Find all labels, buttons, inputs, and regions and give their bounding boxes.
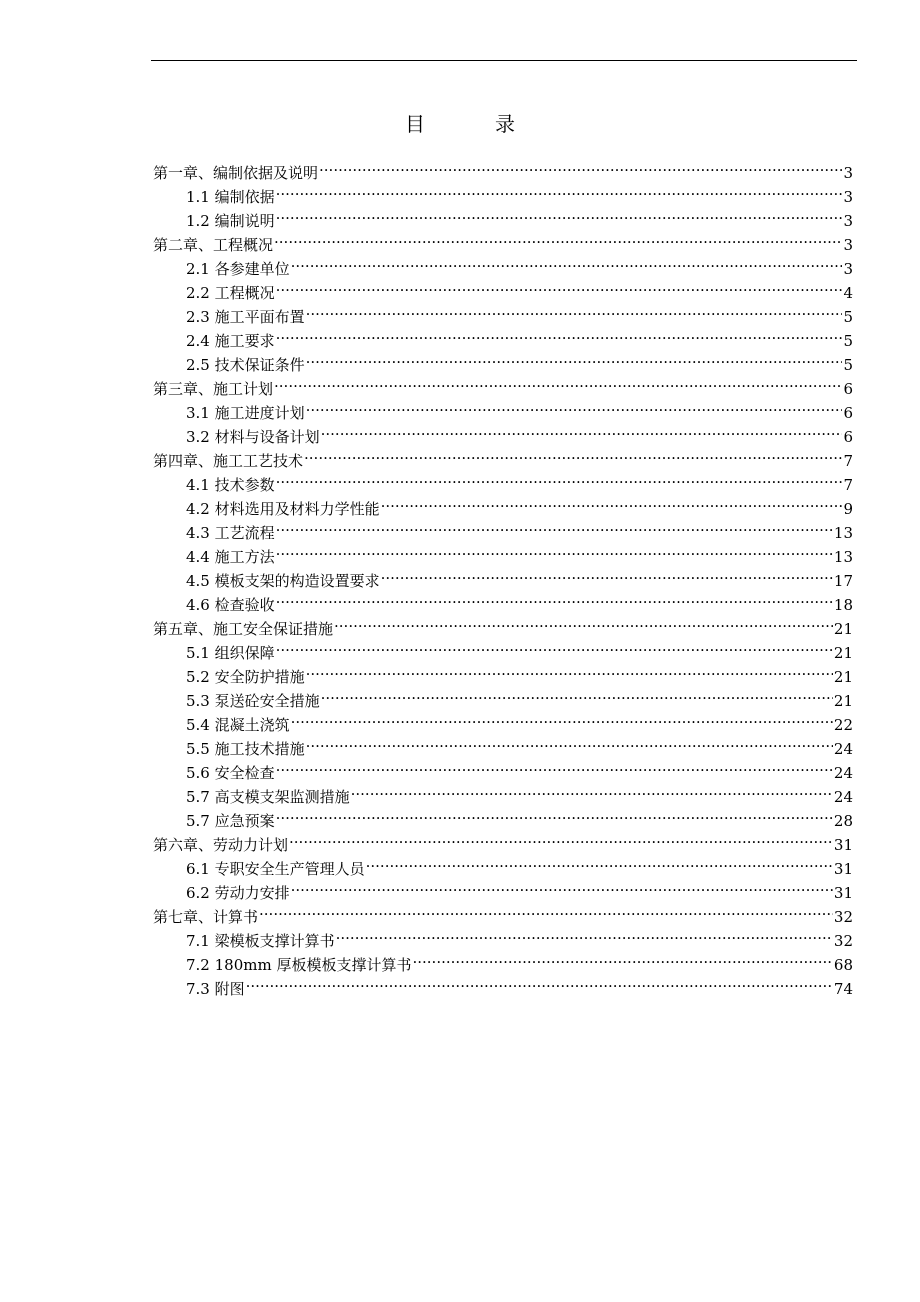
toc-entry-page-number: 74 bbox=[833, 980, 853, 998]
toc-entry-label: 5.3 泵送砼安全措施 bbox=[186, 692, 320, 710]
toc-title-char-1: 目 bbox=[405, 112, 425, 136]
toc-entry-page-number: 9 bbox=[843, 500, 853, 518]
toc-dot-leader bbox=[306, 346, 843, 370]
toc-entry-page-number: 31 bbox=[833, 860, 853, 878]
toc-entry-label: 4.5 模板支架的构造设置要求 bbox=[186, 572, 380, 590]
toc-entry-label: 7.3 附图 bbox=[186, 980, 245, 998]
toc-dot-leader bbox=[336, 922, 833, 946]
toc-dot-leader bbox=[291, 874, 833, 898]
toc-entry-label: 2.1 各参建单位 bbox=[186, 260, 290, 278]
toc-dot-leader bbox=[381, 490, 843, 514]
toc-entry-label: 4.6 检查验收 bbox=[186, 596, 275, 614]
toc-entry-page-number: 18 bbox=[833, 596, 853, 614]
toc-dot-leader bbox=[306, 730, 833, 754]
toc-entry-label: 第三章、施工计划 bbox=[153, 380, 274, 398]
toc-entry-label: 5.1 组织保障 bbox=[186, 644, 275, 662]
header-rule bbox=[151, 60, 857, 61]
toc-section-entry[interactable] bbox=[153, 970, 853, 998]
toc-entry-page-number: 6 bbox=[843, 380, 853, 398]
toc-entry-label: 7.1 梁模板支撑计算书 bbox=[186, 932, 335, 950]
toc-entry-label: 3.1 施工进度计划 bbox=[186, 404, 305, 422]
toc-entry-page-number: 3 bbox=[843, 188, 853, 206]
toc-dot-leader bbox=[289, 826, 833, 850]
toc-entry-page-number: 7 bbox=[843, 476, 853, 494]
toc-dot-leader bbox=[276, 586, 833, 610]
toc-entry-label: 5.5 施工技术措施 bbox=[186, 740, 305, 758]
toc-entry-page-number: 22 bbox=[833, 716, 853, 734]
toc-dot-leader bbox=[291, 706, 833, 730]
toc-entry-page-number: 31 bbox=[833, 836, 853, 854]
toc-dot-leader bbox=[276, 202, 843, 226]
toc-chapter-entry[interactable] bbox=[153, 154, 853, 182]
toc-entry-page-number: 5 bbox=[843, 356, 853, 374]
toc-entry-page-number: 5 bbox=[843, 308, 853, 326]
toc-entry-label: 2.5 技术保证条件 bbox=[186, 356, 305, 374]
toc-entry-page-number: 31 bbox=[833, 884, 853, 902]
toc-dot-leader bbox=[276, 754, 833, 778]
toc-entry-page-number: 28 bbox=[833, 812, 853, 830]
toc-dot-leader bbox=[259, 898, 833, 922]
toc-entry-page-number: 4 bbox=[843, 284, 853, 302]
toc-title bbox=[0, 110, 920, 138]
toc-entry-label: 6.1 专职安全生产管理人员 bbox=[186, 860, 365, 878]
toc-dot-leader bbox=[276, 634, 833, 658]
toc-dot-leader bbox=[276, 274, 843, 298]
toc-dot-leader bbox=[276, 178, 843, 202]
toc-entry-label: 1.1 编制依据 bbox=[186, 188, 275, 206]
toc-entry-label: 5.4 混凝土浇筑 bbox=[186, 716, 290, 734]
toc-dot-leader bbox=[291, 250, 843, 274]
toc-entry-page-number: 3 bbox=[843, 260, 853, 278]
toc-entry-page-number: 17 bbox=[833, 572, 853, 590]
toc-dot-leader bbox=[351, 778, 833, 802]
toc-entry-label: 第四章、施工工艺技术 bbox=[153, 452, 304, 470]
toc-dot-leader bbox=[274, 370, 842, 394]
toc-entry-page-number: 32 bbox=[833, 932, 853, 950]
toc-entry-page-number: 6 bbox=[843, 428, 853, 446]
toc-entry-label: 4.1 技术参数 bbox=[186, 476, 275, 494]
toc-entry-label: 第六章、劳动力计划 bbox=[153, 836, 289, 854]
toc-entry-label: 2.3 施工平面布置 bbox=[186, 308, 305, 326]
toc-dot-leader bbox=[319, 154, 842, 178]
toc-dot-leader bbox=[366, 850, 833, 874]
toc-dot-leader bbox=[246, 970, 833, 994]
toc-entry-page-number: 6 bbox=[843, 404, 853, 422]
toc-dot-leader bbox=[306, 394, 843, 418]
toc-dot-leader bbox=[304, 442, 842, 466]
toc-entry-page-number: 13 bbox=[833, 548, 853, 566]
toc-entry-page-number: 21 bbox=[833, 692, 853, 710]
toc-list bbox=[153, 154, 853, 998]
toc-entry-page-number: 21 bbox=[833, 620, 853, 638]
toc-entry-label: 4.2 材料选用及材料力学性能 bbox=[186, 500, 380, 518]
toc-entry-label: 5.7 高支模支架监测措施 bbox=[186, 788, 350, 806]
toc-entry-label: 第二章、工程概况 bbox=[153, 236, 274, 254]
toc-dot-leader bbox=[276, 466, 843, 490]
toc-entry-label: 5.7 应急预案 bbox=[186, 812, 275, 830]
toc-title-char-2: 录 bbox=[495, 112, 515, 136]
toc-entry-page-number: 3 bbox=[843, 212, 853, 230]
toc-dot-leader bbox=[306, 658, 833, 682]
toc-dot-leader bbox=[381, 562, 833, 586]
toc-entry-label: 3.2 材料与设备计划 bbox=[186, 428, 320, 446]
toc-dot-leader bbox=[412, 946, 832, 970]
toc-entry-page-number: 3 bbox=[843, 164, 853, 182]
toc-entry-page-number: 21 bbox=[833, 668, 853, 686]
toc-dot-leader bbox=[276, 322, 843, 346]
toc-entry-label: 6.2 劳动力安排 bbox=[186, 884, 290, 902]
toc-entry-label: 1.2 编制说明 bbox=[186, 212, 275, 230]
toc-entry-page-number: 32 bbox=[833, 908, 853, 926]
toc-entry-label: 7.2 180mm 厚板模板支撑计算书 bbox=[186, 956, 412, 974]
toc-entry-label: 2.4 施工要求 bbox=[186, 332, 275, 350]
toc-dot-leader bbox=[276, 514, 833, 538]
toc-dot-leader bbox=[306, 298, 843, 322]
toc-entry-label: 5.2 安全防护措施 bbox=[186, 668, 305, 686]
toc-entry-label: 第七章、计算书 bbox=[153, 908, 259, 926]
toc-entry-page-number: 24 bbox=[833, 764, 853, 782]
toc-entry-page-number: 24 bbox=[833, 788, 853, 806]
toc-dot-leader bbox=[321, 418, 843, 442]
toc-entry-page-number: 7 bbox=[843, 452, 853, 470]
toc-entry-page-number: 3 bbox=[843, 236, 853, 254]
toc-dot-leader bbox=[274, 226, 842, 250]
toc-entry-label: 2.2 工程概况 bbox=[186, 284, 275, 302]
toc-entry-label: 4.4 施工方法 bbox=[186, 548, 275, 566]
toc-dot-leader bbox=[276, 802, 833, 826]
toc-entry-label: 4.3 工艺流程 bbox=[186, 524, 275, 542]
toc-entry-label: 第五章、施工安全保证措施 bbox=[153, 620, 334, 638]
toc-entry-label: 5.6 安全检查 bbox=[186, 764, 275, 782]
toc-entry-page-number: 24 bbox=[833, 740, 853, 758]
toc-dot-leader bbox=[334, 610, 833, 634]
toc-entry-page-number: 13 bbox=[833, 524, 853, 542]
toc-entry-page-number: 5 bbox=[843, 332, 853, 350]
toc-entry-label: 第一章、编制依据及说明 bbox=[153, 164, 319, 182]
toc-entry-page-number: 21 bbox=[833, 644, 853, 662]
toc-entry-page-number: 68 bbox=[833, 956, 853, 974]
toc-dot-leader bbox=[276, 538, 833, 562]
toc-dot-leader bbox=[321, 682, 833, 706]
